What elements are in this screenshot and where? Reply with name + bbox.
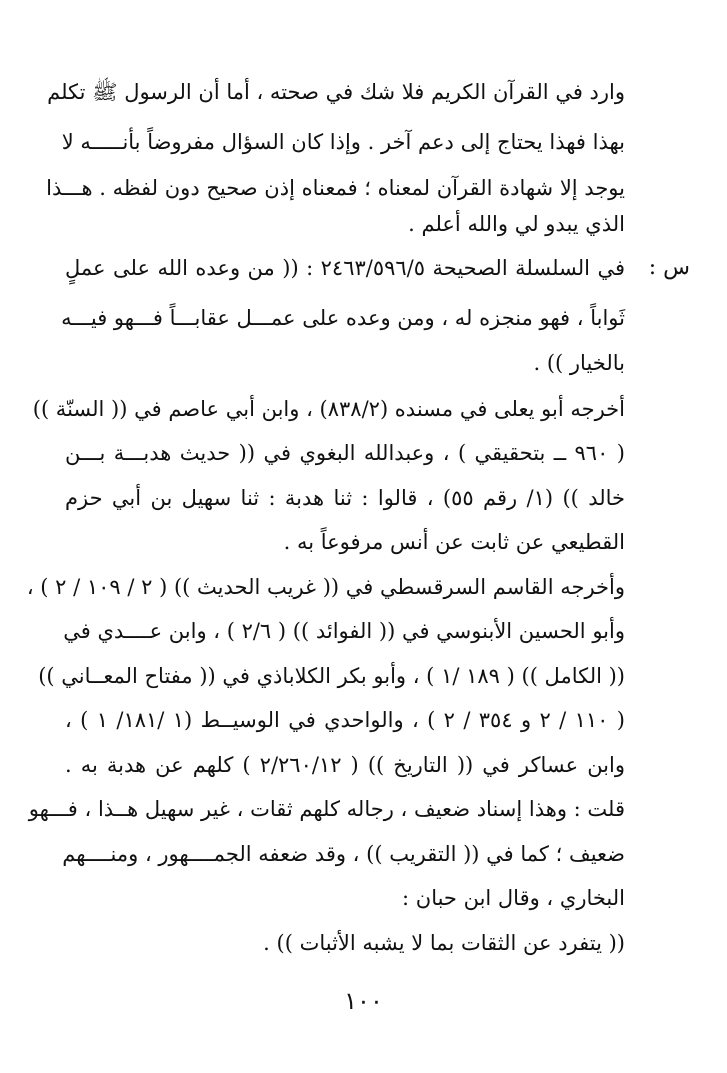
question-line: ثَواباً ، فهو منجزه له ، ومن وعده على عمـــل عقابـــاً فـــهو فيـــه [61, 306, 625, 330]
intro-line: يوجد إلا شهادة القرآن لمعناه ؛ فمعناه إذن صحيح دون لفظه . هـــذا [46, 176, 625, 200]
intro-line: الذي يبدو لي والله أعلم . [408, 212, 625, 236]
intro-line: وارد في القرآن الكريم فلا شك في صحته ، أما أن الرسول ﷺ تكلم [47, 80, 625, 104]
takhrij-line: خالد )) (١/ رقم ٥٥) ، قالوا : ثنا هدبة : ثنا سهيل بن أبي حزم [65, 486, 626, 510]
comment-line: قلت : وهذا إسناد ضعيف ، رجاله كلهم ثقات ، غير سهيل هــذا ، فـــهو [28, 797, 625, 821]
question-line: بالخيار )) . [533, 351, 625, 375]
takhrij-line: أخرجه أبو يعلى في مسنده (٨٣٨/٢) ، وابن أبي عاصم في (( السنّة )) [32, 397, 625, 421]
quote-line: (( يتفرد عن الثقات بما لا يشبه الأثبات )) . [263, 931, 625, 955]
takhrij-line: ( ١١٠ / ٢ و ٣٥٤ / ٢ ) ، والواحدي في الوسيــط (١ /١٨١/ ١ ) ، [65, 708, 625, 732]
comment-line: ضعيف ؛ كما في (( التقريب )) ، وقد ضعفه الجمــــهور ، ومنــــهم [62, 842, 625, 866]
takhrij-line: ( ٩٦٠ ــ بتحقيقي ) ، وعبدالله البغوي في (( حديث هدبـــة بـــن [65, 441, 625, 465]
takhrij-line: (( الكامل )) ( ١٨٩ /١ ) ، وأبو بكر الكلاباذي في (( مفتاح المعــاني )) [38, 664, 625, 688]
takhrij-line: وابن عساكر في (( التاريخ )) ( ٢/٢٦٠/١٢ ) كلهم عن هدبة به . [65, 753, 625, 777]
takhrij-line: وأبو الحسين الأبنوسي في (( الفوائد )) ( ٢/٦ ) ، وابن عــــدي في [63, 619, 625, 643]
comment-line: البخاري ، وقال ابن حبان : [402, 886, 625, 910]
question-marker: س : [648, 255, 690, 280]
takhrij-line: القطيعي عن ثابت عن أنس مرفوعاً به . [283, 530, 625, 554]
intro-line: بهذا فهذا يحتاج إلى دعم آخر . وإذا كان السؤال مفروضاً بأنـــــه لا [61, 130, 625, 154]
question-line: في السلسلة الصحيحة ٢٤٦٣/٥٩٦/٥ : (( من وعده الله على عملٍ [65, 256, 625, 280]
page-number: ١٠٠ [344, 987, 383, 1015]
takhrij-line: وأخرجه القاسم السرقسطي في (( غريب الحديث )) ( ٢ / ١٠٩ / ٢ ) ، [26, 575, 625, 599]
